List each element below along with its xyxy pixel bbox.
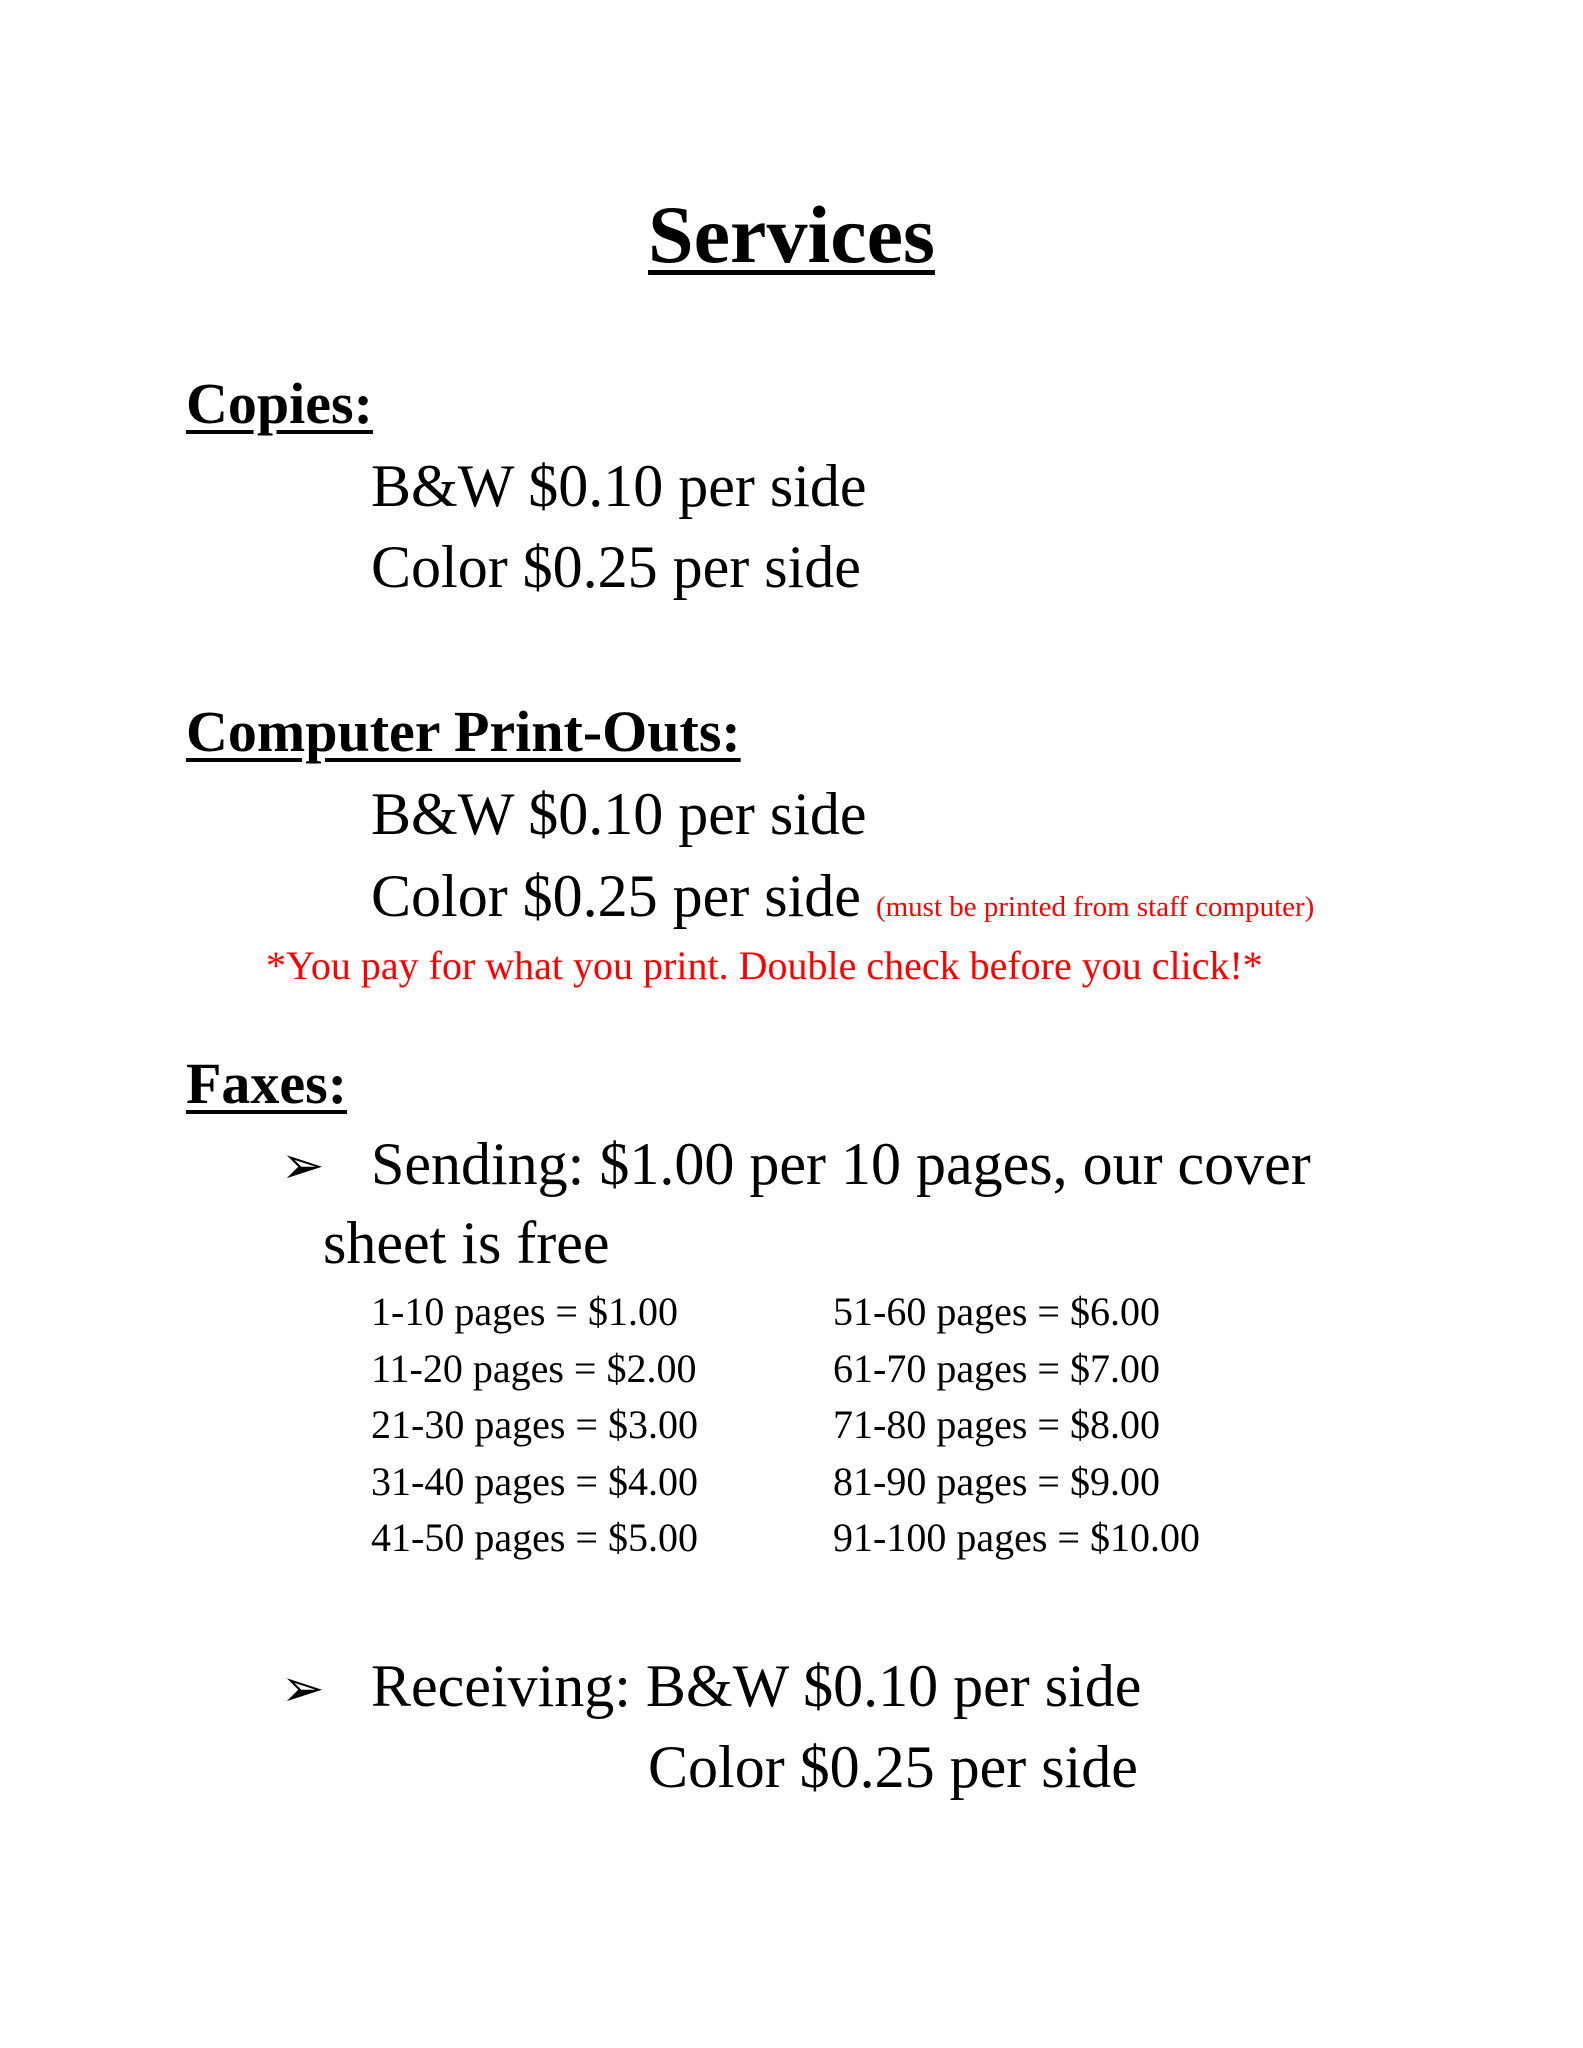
printouts-color-price: Color $0.25 per side (371, 863, 861, 929)
fee-row: 11-20 pages = $2.00 (371, 1346, 697, 1391)
bullet-arrow-icon: ➢ (281, 1138, 325, 1195)
page-title-text: Services (648, 189, 935, 280)
bullet-arrow-icon: ➢ (281, 1661, 325, 1718)
fee-row: 61-70 pages = $7.00 (833, 1346, 1160, 1391)
fee-row: 81-90 pages = $9.00 (833, 1459, 1160, 1504)
printouts-warning: *You pay for what you print. Double check before you click!* (266, 943, 1263, 988)
fax-receiving-line1: Receiving: B&W $0.10 per side (371, 1653, 1142, 1719)
printouts-bw-price: B&W $0.10 per side (371, 781, 867, 847)
fee-row: 51-60 pages = $6.00 (833, 1289, 1160, 1334)
copies-bw-price: B&W $0.10 per side (371, 453, 867, 519)
printouts-color-note: (must be printed from staff computer) (875, 891, 1315, 923)
fax-receiving-line2: Color $0.25 per side (648, 1734, 1138, 1800)
fax-sending-line2: sheet is free (323, 1210, 610, 1276)
copies-heading: Copies: (186, 371, 373, 436)
page-title (0, 188, 1583, 282)
copies-color-price: Color $0.25 per side (371, 534, 861, 600)
fee-row: 71-80 pages = $8.00 (833, 1402, 1160, 1447)
printouts-color-line (371, 862, 1314, 931)
faxes-heading: Faxes: (186, 1051, 348, 1116)
fee-row: 91-100 pages = $10.00 (833, 1515, 1200, 1560)
fee-row: 41-50 pages = $5.00 (371, 1515, 698, 1560)
printouts-heading: Computer Print-Outs: (186, 699, 741, 764)
fax-sending-line1: Sending: $1.00 per 10 pages, our cover (371, 1131, 1311, 1197)
fee-row: 31-40 pages = $4.00 (371, 1459, 698, 1504)
fee-row: 1-10 pages = $1.00 (371, 1289, 678, 1334)
fee-row: 21-30 pages = $3.00 (371, 1402, 698, 1447)
